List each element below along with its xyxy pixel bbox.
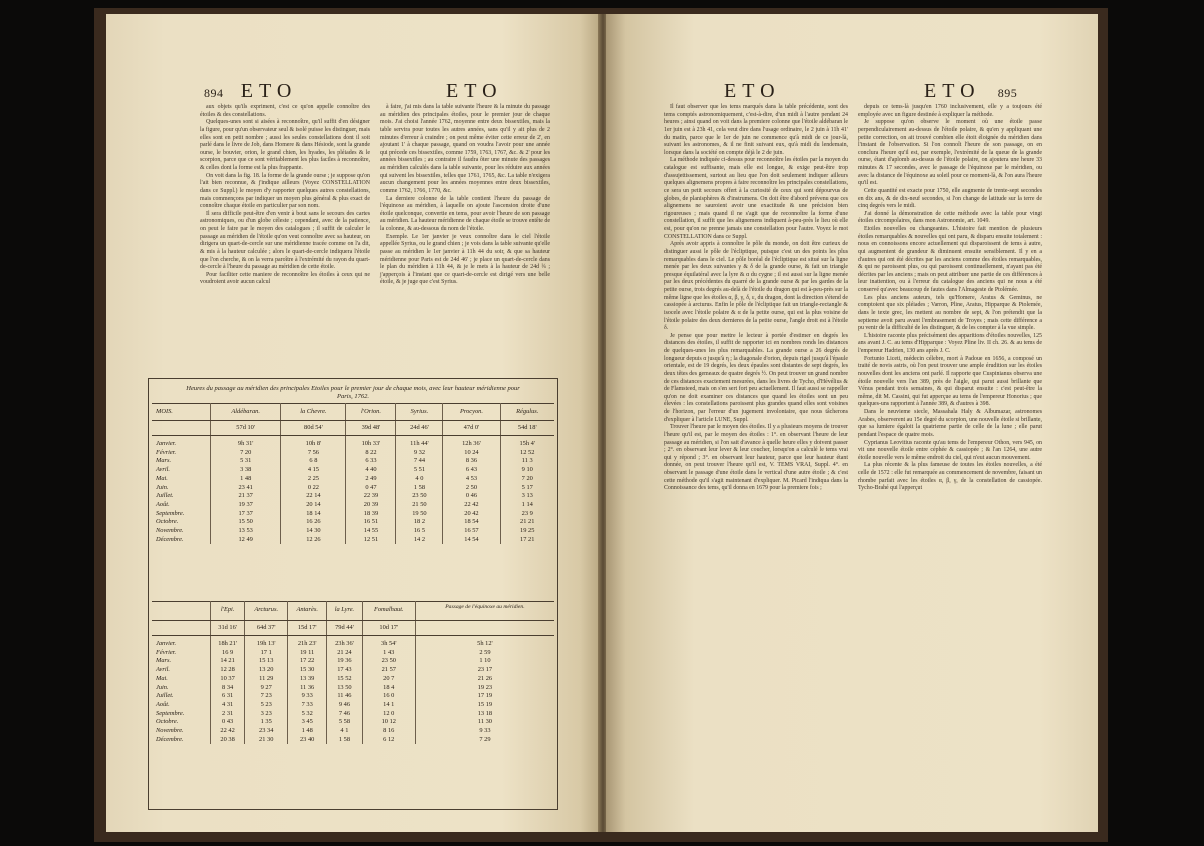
- passage-time: 11 36: [288, 684, 327, 693]
- paragraph: Les plus anciens auteurs, tels qu'Homere, Aratus & Geminus, ne comptoient que six pléiades ; Varron, Pline, Aratus, Hipparque & Ptolemée, dans le texte grec, les mettent au nombre de sept, & l'on prétendit que la septieme avoit paru avant l'embrasement de Troyes ; mais cette différence a pu venir de la difficulté de les distinguer, & de les compter à la vue simple.: [858, 294, 1042, 332]
- passage-time: 20 7: [362, 675, 415, 684]
- table-row: [152, 492, 554, 501]
- paragraph: Quelques-unes sont si aisées à reconnoître, qu'il suffit d'en désigner la figure, pour qu'un observateur seul & isolé puisse les distinguer, mais elles sont en petit nombre ; aussi les seules constellations dont il soit parlé dans le livre de Job, dans Homere & dans Hésiode, sont la grande ourse, le bouvier, orion, le grand chien, les hyades, les pléiades & le scorpion, parce que ce sont véritablement les plus faciles à reconnoître, & celles dont la forme est la plus frappante.: [200, 119, 370, 171]
- passage-time: 17 37: [211, 510, 281, 519]
- passage-time: 15 19: [477, 700, 493, 708]
- month-label: Avril.: [152, 666, 211, 675]
- table-row: [152, 457, 554, 466]
- meridian-height: 64d 37': [245, 621, 288, 636]
- passage-time: 19 37: [211, 501, 281, 510]
- passage-time: 19 36: [327, 657, 362, 666]
- passage-time: 12h 36': [443, 436, 500, 449]
- month-label: Mars.: [152, 657, 211, 666]
- passage-time: 15 30: [288, 666, 327, 675]
- running-head-word-r1: ETO: [724, 80, 781, 102]
- paragraph: Cyprianus Leovitius raconte qu'au tems de l'empereur Othon, vers 945, on vit une nouvelle étoile entre céphée & cassiopée ; & l'an 1264, une autre étoile nouvelle vers le même endroit du ciel, qui n'eut aucun mouvement.: [858, 439, 1042, 461]
- passage-time: 7 46: [327, 710, 362, 719]
- star-name-header: Passage de l'équinoxe au méridien.: [415, 602, 554, 621]
- passage-time: 23 50: [362, 657, 415, 666]
- table-row: [152, 466, 554, 475]
- passage-time: 2 59: [479, 648, 491, 656]
- text-column-right: [380, 104, 550, 287]
- month-label: Septembre.: [152, 710, 211, 719]
- left-page-header: [204, 80, 297, 103]
- passage-time: 20 42: [443, 510, 500, 519]
- passage-time: 10 12: [362, 718, 415, 727]
- month-label: Juin.: [152, 684, 211, 693]
- passage-time: 8 16: [362, 727, 415, 736]
- passage-time: 4 1: [327, 727, 362, 736]
- passage-time: 8 22: [346, 449, 396, 458]
- meridian-height: 39d 48': [346, 421, 396, 436]
- mois-header: MOIS.: [152, 404, 211, 421]
- passage-time: 16 57: [443, 527, 500, 536]
- paragraph: Trouver l'heure par le moyen des étoiles. Il y a plusieurs moyens de trouver l'heure qu'il est, par le moyen des étoiles : 1°. en observant l'heure de leur passage au méridien, si l'on sait d'avance à quelle heure elles y doivent passer ; 2°. en observant leur lever & leur coucher, lorsqu'on a calculé le tems vrai qui y répond ; 3°. en observant leur hauteur, parce que leur hauteur étant donnée, on peut trouver l'heure qu'il est, V. TEMS VRAI, Suppl. 4°. en observant le passage d'une étoile dans le vertical d'une autre étoile ; & c'est cette méthode qu'il s'agit maintenant d'expliquer. M. Picard l'indiqua dans la Connoissance des tems, qu'il donna en 1679 pour la premiere fois ;: [664, 424, 848, 492]
- table-block-2: [152, 601, 554, 744]
- paragraph: Pour faciliter cette maniere de reconnoître les étoiles à ceux qui ne voudroient avoir aucun calcul: [200, 271, 370, 286]
- table-row: [152, 536, 554, 545]
- passage-time: 16 0: [362, 692, 415, 701]
- paragraph: Fortunio Liceti, médecin célebre, mort à Padoue en 1656, a composé un traité de novis astris, où l'on peut trouver une ample érudition sur les étoiles nouvelles dont les anciens ont parlé. Il rapporte que Cuspinianus observa une étoile nouvelle vers l'an 389, près de l'aigle, qui parut aussi brillante que Vénus pendant trois semaines, & qui disparut ensuite : c'est peut-être la même, dit M. Cassini, qui fut apperçue au tems de l'empereur Honorius ; que quelques-uns rapportent à l'année 389, & d'autres à 398.: [858, 355, 1042, 408]
- month-label: Octobre.: [152, 518, 211, 527]
- mois-header: [152, 602, 211, 621]
- passage-time: 9 46: [327, 701, 362, 710]
- running-head-left: ETO: [240, 80, 298, 102]
- table-row: [152, 692, 554, 701]
- passage-time: 22 39: [346, 492, 396, 501]
- passage-time: 1 48: [288, 727, 327, 736]
- table-row: [152, 718, 554, 727]
- table-row: [152, 701, 554, 710]
- passage-time: 7 20: [211, 449, 281, 458]
- paragraph: J'ai donné la démonstration de cette méthode avec la table pour vingt étoiles circompolaires, dans mon Astronomie, art. 1049.: [858, 210, 1042, 225]
- left-page: [106, 14, 600, 832]
- passage-table: [148, 378, 558, 810]
- passage-time: 17 22: [288, 657, 327, 666]
- passage-time: 17 21: [520, 535, 535, 543]
- passage-time: 13 18: [477, 709, 493, 717]
- text-column-left-r: [664, 104, 848, 493]
- passage-time: 6 33: [346, 457, 396, 466]
- passage-time: 21 21: [520, 518, 535, 526]
- month-label: Février.: [152, 449, 211, 458]
- passage-time: 10h 8': [281, 436, 346, 449]
- passage-time: 10h 33': [346, 436, 396, 449]
- passage-time: 3 13: [521, 492, 533, 500]
- passage-time: 23 50: [396, 492, 443, 501]
- passage-time: 12 52: [520, 448, 535, 456]
- star-name-header: l'Orion.: [346, 404, 396, 421]
- passage-time: 23 17: [477, 666, 493, 674]
- star-name-header: Arcturus.: [245, 602, 288, 621]
- passage-time: 7 23: [245, 692, 288, 701]
- paragraph: La derniere colonne de la table contient l'heure du passage de l'équinoxe au méridien, à laquelle on ajoute l'ascension droite d'une étoile quelconque, convertie en tems, pour avoir l'heure de son passage au méridien. La hauteur méridienne de chaque étoile se trouve entête de la colonne, & au-dessous du nom de l'étoile.: [380, 195, 550, 232]
- passage-time: 16 26: [281, 518, 346, 527]
- table-row: [152, 727, 554, 736]
- month-label: Novembre.: [152, 527, 211, 536]
- passage-time: 5 32: [288, 710, 327, 719]
- passage-time: 19 11: [288, 649, 327, 658]
- passage-time: 15h 4': [519, 440, 536, 447]
- table-row: [152, 449, 554, 458]
- month-label: Mai.: [152, 675, 211, 684]
- passage-time: 15 50: [211, 518, 281, 527]
- table-row: [152, 736, 554, 745]
- mois-spacer: [152, 421, 211, 436]
- passage-time: 11 46: [327, 692, 362, 701]
- passage-time: 5 58: [327, 718, 362, 727]
- passage-time: 7 33: [288, 701, 327, 710]
- passage-time: 22 42: [443, 501, 500, 510]
- passage-time: 0 22: [281, 484, 346, 493]
- month-label: Octobre.: [152, 718, 211, 727]
- passage-time: 20 38: [211, 736, 245, 745]
- star-name-header: Aldébaran.: [211, 404, 281, 421]
- paragraph: L'histoire raconte plus précisément des apparitions d'étoiles nouvelles, 125 ans avant J. C. au tems d'Hipparque : Voyez Pline liv. II ch. 26. & au tems de l'empereur Hadrien, 130 ans après J. C.: [858, 332, 1042, 354]
- passage-time: 16 9: [211, 649, 245, 658]
- passage-time: 12 28: [211, 666, 245, 675]
- passage-time: 21 57: [362, 666, 415, 675]
- paragraph: depuis ce tems-là jusqu'en 1760 inclusivement, elle y a toujours été employée avec un figure destinée à expliquer la méthode.: [858, 104, 1042, 118]
- passage-time: 0 46: [443, 492, 500, 501]
- paragraph: aux objets qu'ils expriment, c'est ce qu'on appelle connoître des étoiles & des constellations.: [200, 104, 370, 118]
- passage-time: 9 33: [288, 692, 327, 701]
- text-column-right-r: [858, 104, 1042, 493]
- month-label: Juin.: [152, 484, 211, 493]
- paragraph: La méthode indiquée ci-dessus pour reconnoître les étoiles par la moyen du catalogue est suffisante, mais elle est longue, & exige peut-être trop d'assujettissement, surtout au lieu que l'on doit seulement indiquer ailleurs quelques alignemens propres à faire reconnoître les principales constellations, ce sera un petit secours offert à la curiosité de ceux qui sont dépourvus de globes, de planisphères & d'instrumens. On doit être d'abord prévenu que ces alignemens ne sauroient avoir une exactitude & une précision bien rigoureuses ; mais quand il ne s'agit que de reconnoître la forme d'une constellation, il suffit que les alignemens indiquent à-peu-près le lieu où elle est, pour qu'on ne prenne jamais une constellation pour l'autre. Voyez le mot CONSTELLATION dans ce Suppl.: [664, 157, 848, 240]
- passage-time: 5 51: [396, 466, 443, 475]
- star-name-header: la Lyre.: [327, 602, 362, 621]
- passage-time: 9 27: [245, 684, 288, 693]
- passage-time: 2 25: [281, 475, 346, 484]
- passage-time: 4 53: [443, 475, 500, 484]
- passage-time: 14 30: [281, 527, 346, 536]
- star-name-header: Syrius.: [396, 404, 443, 421]
- running-head-right: [446, 80, 503, 103]
- month-label: Mai.: [152, 475, 211, 484]
- passage-time: 23 34: [245, 727, 288, 736]
- passage-time: 3h 54': [362, 636, 415, 649]
- table-row: [152, 649, 554, 658]
- paragraph: Il sera difficile peut-être d'en venir à bout sans le secours des cartes astronomiques, ou d'un globe céleste ; cependant, avec de la patience, on peut le faire par le moyen des catalogues ; il suffit de calculer le passage au méridien de l'étoile qu'on veut connoître avec sa hauteur, on dirigera un quart-de-cercle sur une méridienne tracée comme on l'a dit, & mis à la hauteur calculée ; alors le quart-de-cercle indiquera l'étoile que l'on cherche, & on la verra paroître à l'extrémité du rayon du quart-de-cercle à l'heure du passage au méridien de cette étoile.: [200, 210, 370, 271]
- passage-time: 5 23: [245, 701, 288, 710]
- meridian-height: 31d 16': [211, 621, 245, 636]
- passage-time: 21 30: [245, 736, 288, 745]
- meridian-height: 57d 10': [211, 421, 281, 436]
- paragraph: à faire, j'ai mis dans la table suivante l'heure & la minute du passage au méridien des principales étoiles, pour le premier jour de chaque mois. J'ai choisi l'année 1762, moyenne entre deux bissextiles, mais la table servira pour toutes les autres années, sans qu'il y ait plus de 2 minutes d'erreur à craindre ; on peut même éviter cette erreur de 2', en ajoutant 1' à chaque passage, quand on voudra l'avoir pour une année qui précede ces bissextiles, comme 1759, 1763, 1767, &c. & 2' pour les années bissextiles ; au contraire il faudra ôter une minute des passages au méridien calculés dans la table suivante, pour les réduire aux années qui suivent les bissextiles, telles que 1761, 1765, &c. La table n'exigera aucun changement pour les années moyennes entre deux bissextiles, comme 1762, 1766, 1770, &c.: [380, 104, 550, 194]
- text-column-left: [200, 104, 370, 287]
- passage-time: 14 2: [396, 536, 443, 545]
- table-row: [152, 657, 554, 666]
- table-row: [152, 710, 554, 719]
- passage-time: 16 51: [346, 518, 396, 527]
- passage-time: 13 20: [245, 666, 288, 675]
- passage-time: 13 50: [327, 684, 362, 693]
- table-row: [152, 510, 554, 519]
- meridian-height: 54d 18': [500, 421, 554, 436]
- passage-time: 21 50: [396, 501, 443, 510]
- passage-time: 6 31: [211, 692, 245, 701]
- paragraph: Exemple. Le 1er janvier je veux connoître dans le ciel l'étoile appellée Syrius, ou le grand chien ; je vois dans la table suivante qu'elle passe au méridien le 1er janvier à 11h 44 du soir, & que sa hauteur méridienne pour Paris est de 24d 46' ; je place un quart-de-cercle dans le plan du méridien à 11h 44, & je le mets à la hauteur de 24d ¾ ; j'apperçois à l'instant que ce quart-de-cercle est dirigé vers une belle étoile, & je juge que c'est Syrius.: [380, 233, 550, 286]
- passage-time: 14 54: [443, 536, 500, 545]
- passage-time: 5 31: [211, 457, 281, 466]
- passage-time: 15 52: [327, 675, 362, 684]
- passage-time: 13 53: [211, 527, 281, 536]
- passage-time: 11 3: [521, 457, 533, 465]
- meridian-height: 10d 17': [362, 621, 415, 636]
- passage-time: 17 1: [245, 649, 288, 658]
- passage-time: 4 0: [396, 475, 443, 484]
- passage-time: 19 25: [520, 527, 535, 535]
- table-row: [152, 475, 554, 484]
- star-name-header: la Chevre.: [281, 404, 346, 421]
- paragraph: Dans le neuvieme siecle, Massahala Haly & Albumazar, astronomes Arabes, observerent au 15e degré du scorpion, une nouvelle étoile si brillante, que sa lumiere égaloit la quatrieme partie de celle de la lune ; elle parut pendant l'espace de quatre mois.: [858, 409, 1042, 438]
- table-row: [152, 518, 554, 527]
- passage-time: 14 21: [211, 657, 245, 666]
- passage-time: 21 24: [327, 649, 362, 658]
- meridian-height: 80d 54': [281, 421, 346, 436]
- paragraph: On voit dans la fig. 18. la forme de la grande ourse ; je suppose qu'on l'ait bien reconnue, & j'indique ailleurs (Voyez CONSTELLATION dans ce Suppl.) le moyen d'y rapporter quelques autres constellations, mais commençons par indiquer un moyen plus général & plus exact de connoître chaque étoile en particulier par son nom.: [200, 172, 370, 210]
- paragraph: Après avoir appris à connoître le pôle du monde, on doit être curieux de distinguer aussi le pôle de l'écliptique, puisque c'est un des points les plus remarquables dans le ciel. Le pôle boréal de l'écliptique est situé sur la ligne menée par les deux suivantes γ & δ de la grande ourse, & fait un triangle presque équilatéral avec la lyre & α du cygne ; il est aussi sur la ligne menée par les deux précédentes du quarré de la grande ourse & par les gardes de la petite ourse, trois degrés au-delà de l'étoile du dragon qui est à-peu-près sur la même ligne que les étoiles α, β, γ, δ, ε, du dragon, dont la direction s'étend de cassiopée à arcturus. Enfin le pôle de l'écliptique fait un triangle-rectangle & isocele avec l'étoile polaire & α de la petite ourse, qui est la plus voisine de l'étoile polaire des deux dernieres de la petite ourse, l'angle droit est à l'étoile δ.: [664, 241, 848, 332]
- passage-time: 2 50: [443, 484, 500, 493]
- month-label: Décembre.: [152, 736, 211, 745]
- passage-time: 19h 13': [245, 636, 288, 649]
- running-head-left-r: [724, 80, 781, 103]
- passage-time: 1 10: [479, 657, 491, 665]
- passage-time: 19 50: [396, 510, 443, 519]
- passage-time: 18 54: [443, 518, 500, 527]
- month-label: Juillet.: [152, 692, 211, 701]
- passage-time: 13 39: [288, 675, 327, 684]
- paragraph: Cette quantité est exacte pour 1750, elle augmente de trente-sept secondes en dix ans, & de dix-neuf secondes, si l'on change de latitude sur la terre de cinq degrés vers le midi.: [858, 187, 1042, 210]
- passage-time: 21 37: [211, 492, 281, 501]
- passage-time: 9 33: [479, 727, 491, 735]
- passage-time: 8 36: [443, 457, 500, 466]
- passage-time: 10 24: [443, 449, 500, 458]
- paragraph: Il faut observer que les tems marqués dans la table précédente, sont des tems comptés astronomiquement, c'est-à-dire, d'un midi à l'autre pendant 24 heures ; ainsi quand on voit dans la premiere colonne que l'étoile aldébaran le 1er juin est à 23h 41, cela veut dire dans l'usage ordinaire, le 2 juin à 11h 41' du matin, parce que le 1er de juin ne commence qu'à midi de ce jour-là, suivant les astronomes, & il ne finit suivant eux, qu'à midi du lendemain, lorsque dans la société on compte déjà le 2 de juin.: [664, 104, 848, 156]
- star-name-header: Procyon.: [443, 404, 500, 421]
- table-row: [152, 527, 554, 536]
- passage-time: 23 9: [521, 509, 533, 517]
- passage-time: 16 5: [396, 527, 443, 536]
- month-label: Juillet.: [152, 492, 211, 501]
- passage-time: 1 48: [211, 475, 281, 484]
- page-number: 894: [204, 86, 224, 100]
- passage-time: 14 1: [362, 701, 415, 710]
- star-name-header: Antarès.: [288, 602, 327, 621]
- month-label: Septembre.: [152, 510, 211, 519]
- passage-time: 0 43: [211, 718, 245, 727]
- paragraph: Je suppose qu'on observe le moment où une étoile passe perpendiculairement au-dessus de l'étoile polaire, & qu'en y appliquant une petite correction, on ait trouvé combien elle étoit éloignée du méridien dans l'instant de l'observation. Si l'on connoît l'heure de son passage, on en conclura l'heure qu'il est, par exemple, l'extrémité de la queue de la grande ourse, étant d'aplomb au-dessus de l'étoile polaire, on ajoutera une heure 33 minutes & 17 secondes, avec le passage de l'équinoxe par le méridien, ou avec la distance de l'équinoxe au soleil pour ce moment-là, & l'on aura l'heure qu'il est.: [858, 119, 1042, 187]
- table-row: [152, 501, 554, 510]
- running-head-word-r2: ETO: [924, 80, 981, 102]
- passage-time: 22 42: [211, 727, 245, 736]
- passage-time: 6 43: [443, 466, 500, 475]
- table-row: [152, 684, 554, 693]
- passage-time: 9 32: [396, 449, 443, 458]
- passage-time: 7 29: [479, 735, 491, 743]
- passage-time: 4 40: [346, 466, 396, 475]
- right-page-header: [924, 80, 1017, 103]
- passage-time: 19 23: [477, 683, 493, 691]
- passage-time: 1 14: [521, 500, 533, 508]
- passage-time: 12 0: [362, 710, 415, 719]
- passage-time: 7 56: [281, 449, 346, 458]
- passage-time: 14 55: [346, 527, 396, 536]
- passage-time: 4 15: [281, 466, 346, 475]
- passage-time: 7 20: [521, 474, 533, 482]
- passage-time: 18 2: [396, 518, 443, 527]
- passage-time: 18 4: [362, 684, 415, 693]
- month-label: Janvier.: [152, 636, 211, 649]
- passage-time: 2 49: [346, 475, 396, 484]
- month-label: Avril.: [152, 466, 211, 475]
- passage-time: 17 43: [327, 666, 362, 675]
- month-label: Mars.: [152, 457, 211, 466]
- passage-time: 1 58: [327, 736, 362, 745]
- passage-time: 15 13: [245, 657, 288, 666]
- meridian-height: 79d 44': [327, 621, 362, 636]
- star-name-header: l'Epi.: [211, 602, 245, 621]
- passage-time: 20 14: [281, 501, 346, 510]
- passage-time: 23 40: [288, 736, 327, 745]
- meridian-height: 15d 17': [288, 621, 327, 636]
- passage-time: 17 19: [477, 692, 493, 700]
- table-caption: Heures du passage au méridien des principales Etoiles pour le premier jour de chaque mois, avec leur hauteur méridienne pour Paris, 1762.: [186, 385, 520, 400]
- paragraph: Etoiles nouvelles ou changeantes. L'histoire fait mention de plusieurs étoiles remarquables & nouvelles qui ont paru, & disparu ensuite totalement : nous en connoissons encore actuellement qui disparoissent de tems à autre, qui augmentent de grandeur & diminuent ensuite sensiblement. Il y en a d'autres qui ont été décrites par les anciens comme des étoiles remarquables, & qui ne paroissent plus, ou qui paroissent continuellement, n'ayant pas été décrites par les anciens ; mais on peut attribuer une partie de ces différences à leur inattention, ou à l'erreur du catalogue des anciens qui ne nous a été conservé qu'avec beaucoup de fautes dans l'Almageste de Ptolémée.: [858, 226, 1042, 293]
- passage-time: 1 35: [245, 718, 288, 727]
- passage-time: 21 26: [477, 674, 493, 682]
- passage-time: 8 34: [211, 684, 245, 693]
- passage-time: 4 31: [211, 701, 245, 710]
- passage-time: 11h 44': [396, 436, 443, 449]
- table-block-1: [152, 403, 554, 544]
- mois-spacer: [152, 621, 211, 636]
- table-row: [152, 636, 554, 649]
- passage-time: 6 8: [281, 457, 346, 466]
- passage-time: 3 38: [211, 466, 281, 475]
- passage-time: 1 58: [396, 484, 443, 493]
- table-row: [152, 666, 554, 675]
- passage-time: 11 29: [245, 675, 288, 684]
- star-name-header: Fomalhaut.: [362, 602, 415, 621]
- passage-time: 12 51: [346, 536, 396, 545]
- passage-time: 3 45: [288, 718, 327, 727]
- passage-time: 12 49: [211, 536, 281, 545]
- passage-time: 0 47: [346, 484, 396, 493]
- passage-time: 5h 12': [477, 640, 493, 647]
- passage-time: 9 10: [521, 466, 533, 474]
- passage-time: 18 14: [281, 510, 346, 519]
- meridian-height: 47d 0': [443, 421, 500, 436]
- passage-time: 12 26: [281, 536, 346, 545]
- month-label: Novembre.: [152, 727, 211, 736]
- page-number-right: 895: [997, 86, 1018, 100]
- passage-time: 5 17: [521, 483, 533, 491]
- passage-time: 20 39: [346, 501, 396, 510]
- passage-time: 2 31: [211, 710, 245, 719]
- month-label: Février.: [152, 649, 211, 658]
- passage-time: 18 39: [346, 510, 396, 519]
- passage-time: 6 12: [362, 736, 415, 745]
- passage-time: 23 41: [211, 484, 281, 493]
- star-name-header: Régulus.: [500, 404, 554, 421]
- month-label: Janvier.: [152, 436, 211, 449]
- paragraph: Je pense que pour mettre le lecteur à portée d'estimer en degrés les distances des étoiles, il suffit de rapporter ici en nombres ronds les distances de quelques-unes les plus remarquables. La grande ourse a 26 degrés de longueur depuis α jusqu'à η ; la diagonale d'orion, depuis rigel jusqu'à l'épaule orientale, est de 19 degrés, les deux épaules sont distantes de sept degrés, les deux têtes des gemeaux de quatre degrés ½. On peut trouver un grand nombre de ces distances exactement mesurées, dans les livres de Tycho, d'Hévélius & de Flamsteed, mais on s'en sert fort peu actuellement. Il faut aussi se rappeller qu'on ne doit examiner ces distances que quand les étoiles sont un peu élevées : les constellations paroissent plus grandes quand elles sont voisines de l'horizon, par l'erreur d'un jugement involontaire, que nous tâcherons d'expliquer à l'article LUNE, Suppl.: [664, 332, 848, 423]
- running-head-word: ETO: [446, 80, 503, 102]
- passage-time: 23h 36': [327, 636, 362, 649]
- meridian-height: [415, 621, 554, 636]
- month-label: Août.: [152, 501, 211, 510]
- meridian-height: 24d 46': [396, 421, 443, 436]
- right-page: [606, 14, 1098, 832]
- month-label: Décembre.: [152, 536, 211, 545]
- month-label: Août.: [152, 701, 211, 710]
- passage-time: 7 44: [396, 457, 443, 466]
- passage-time: 18h 21': [211, 636, 245, 649]
- passage-time: 9h 31': [211, 436, 281, 449]
- table-row: [152, 675, 554, 684]
- passage-time: 22 14: [281, 492, 346, 501]
- table-row: [152, 436, 554, 449]
- passage-time: 10 37: [211, 675, 245, 684]
- paragraph: La plus récente & la plus fameuse de toutes les étoiles nouvelles, a été celle de 1572 : elle fut remarquée au commencement de novembre, faisant un rhombe parfait avec les étoiles α, β, γ, de la constellation de cassiopée. Tycho-Brahé qui l'apperçut: [858, 462, 1042, 492]
- passage-time: 3 23: [245, 710, 288, 719]
- passage-time: 11 30: [477, 718, 493, 726]
- passage-time: 21h 23': [288, 636, 327, 649]
- table-row: [152, 484, 554, 493]
- passage-time: 1 43: [362, 649, 415, 658]
